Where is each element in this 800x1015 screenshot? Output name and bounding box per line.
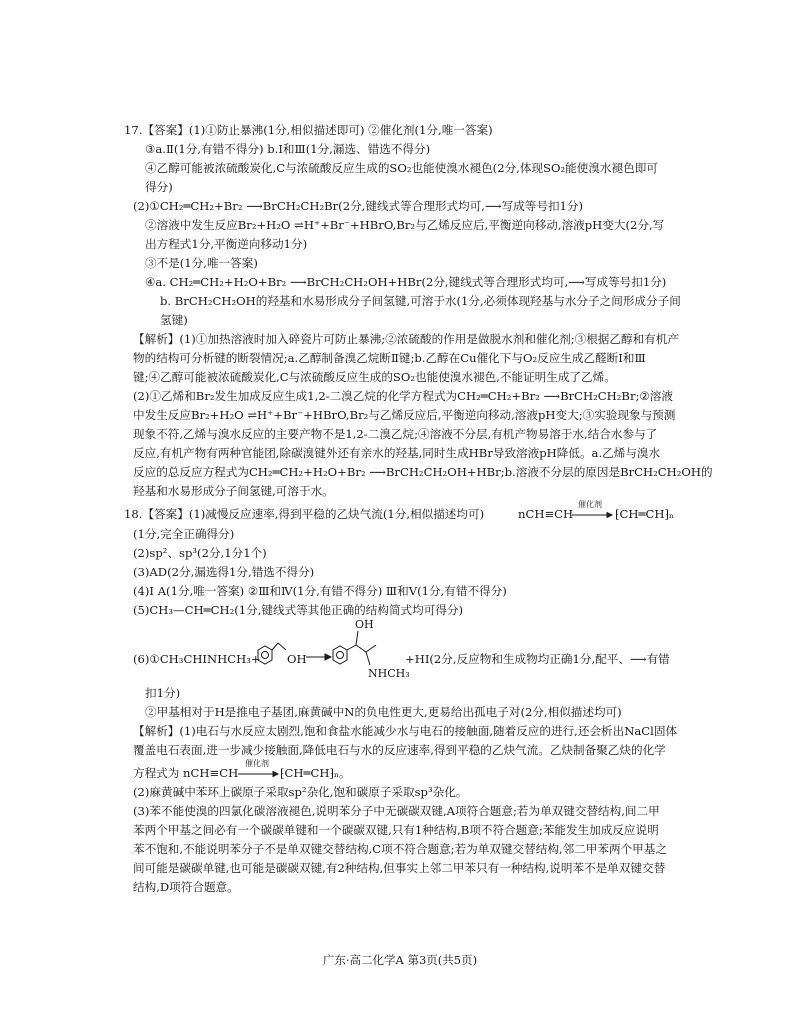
q17-line-8: ③不是(1分,唯一答案) — [145, 256, 258, 270]
q17-analysis-7: 反应,有机产物有两种官能团,除碳溴键外还有亲水的羟基,同时生成HBr导致溶液pH降低。a.乙烯与溴水 — [133, 446, 661, 460]
q18-l6-product-nhch3: NHCH₃ — [368, 667, 410, 680]
eq2-arrow-head — [273, 772, 278, 777]
q18-line-6: (5)CH₃—CH═CH₂(1分,键线式等其他正确的结构简式均可得分) — [133, 603, 464, 617]
q18-line-4: (3)AD(2分,漏选得1分,错选不得分) — [133, 565, 315, 579]
q18-line-3: (2)sp²、sp³(2分,1分1个) — [133, 546, 267, 560]
q17-line-5: (2)①CH₂═CH₂+Br₂ ⟶BrCH₂CH₂Br(2分,键线式等合理形式均可,⟶写成等号扣1分) — [133, 199, 584, 213]
q17-line-11: 氢键) — [160, 313, 188, 327]
q18-analysis-4: (3)苯不能使溴的四氯化碳溶液褪色,说明苯分子中无碳碳双键,A项符合题意;若为单双键交替结构,间二甲 — [133, 804, 660, 818]
q18-analysis-2: 覆盖电石表面,进一步减少接触面,降低电石与水的反应速率,得到平稳的乙炔气流。乙炔制备聚乙炔的化学 — [133, 743, 666, 757]
page-footer: 广东·高二化学A 第3页(共5页) — [322, 953, 478, 967]
q17-line-6: ②溶液中发生反应Br₂+H₂O ⇌H⁺+Br⁻+HBrO,Br₂与乙烯反应后,平衡逆向移动,溶液pH变大(2分,写 — [145, 218, 665, 232]
q17-analysis-5: 中发生反应Br₂+H₂O ⇌H⁺+Br⁻+HBrO,Br₂与乙烯反应后,平衡逆向移动,溶液pH变大;③实验现象与预测 — [133, 408, 676, 422]
q18-line-8: 扣1分) — [145, 686, 181, 700]
q18-line-5: (4)Ⅰ A(1分,唯一答案) ②Ⅲ和Ⅳ(1分,有错不得分) Ⅲ和Ⅴ(1分,有错不得分) — [133, 584, 507, 598]
q17-analysis-4: (2)①乙烯和Br₂发生加成反应生成1,2-二溴乙烷的化学方程式为CH₂═CH₂+Br₂ ⟶BrCH₂CH₂Br;②溶液 — [133, 389, 673, 403]
q18-eq2-catalyst: 催化剂 — [245, 759, 269, 768]
q18-head: 18.【答案】(1)减慢反应速率,得到平稳的乙炔气流(1分,相似描述均可) — [124, 507, 485, 521]
q18-eq1-product: ⁅CH═CH⁆ₙ — [615, 507, 675, 521]
q18-line-2: (1分,完全正确得分) — [133, 527, 235, 541]
q17-analysis-8: 反应的总反应方程式为CH₂═CH₂+H₂O+Br₂ ⟶BrCH₂CH₂OH+HBr;b.溶液不分层的原因是BrCH₂CH₂OH的 — [133, 465, 713, 479]
q17-analysis-9: 羟基和水易形成分子间氢键,可溶于水。 — [133, 484, 334, 498]
q18-analysis-6: 苯不饱和,不能说明苯分子不是单双键交替结构,C项不符合题意;若为单双键交替结构,邻二甲苯两个甲基之 — [133, 842, 667, 856]
q17-analysis-2: 物的结构可分析键的断裂情况;a.乙醇制备溴乙烷断Ⅱ键;b.乙醇在Cu催化下与O₂反应生成乙醛断Ⅰ和Ⅲ — [133, 351, 646, 365]
q17-line-10: b. BrCH₂CH₂OH的羟基和水易形成分子间氢键,可溶于水(1分,必须体现羟基与水分子之间形成分子间 — [160, 294, 681, 308]
q17-line-9: ④a. CH₂═CH₂+H₂O+Br₂ ⟶BrCH₂CH₂OH+HBr(2分,键线式等合理形式均可,⟶写成等号扣1分) — [145, 275, 667, 289]
q18-l6-products: +HI(2分,反应物和生成物均正确1分,配平、⟶有错 — [405, 652, 670, 666]
q18-l6-product-oh: OH — [355, 618, 374, 631]
q17-line-7: 出方程式1分,平衡逆向移动1分) — [145, 237, 308, 251]
eq1-arrow-head — [607, 513, 612, 518]
q17-analysis-1: 【解析】(1)①加热溶液时加入碎瓷片可防止暴沸;②浓硫酸的作用是做脱水剂和催化剂;③根据乙醇和有机产 — [133, 332, 679, 346]
q18-l6-reactant: (6)①CH₃CHINHCH₃+ — [133, 652, 261, 666]
q18-analysis-1: 【解析】(1)电石与水反应太剧烈,饱和食盐水能减少水与电石的接触面,随着反应的进行,还会析出NaCl固体 — [133, 724, 678, 738]
q18-eq1-catalyst: 催化剂 — [578, 500, 602, 509]
q18-analysis-7: 间可能是碳碳单键,也可能是碳碳双键,有2种结构,但事实上邻二甲苯只有一种结构,说明苯不是单双键交替 — [133, 861, 666, 875]
q18-analysis-3: (2)麻黄碱中苯环上碳原子采取sp²杂化,饱和碳原子采取sp³杂化。 — [133, 785, 468, 799]
q18-l6-oh: OH — [287, 652, 307, 666]
q18-analysis-8: 结构,D项符合题意。 — [133, 880, 239, 894]
q17-line-4: 得分) — [145, 180, 173, 194]
q18-analysis-5: 苯两个甲基之间必有一个碳碳单键和一个碳碳双键,只有1种结构,B项不符合题意;苯能发生加成反应说明 — [133, 823, 659, 837]
q17-line-3: ④乙醇可能被浓硫酸炭化,C与浓硫酸反应生成的SO₂也能使溴水褪色(2分,体现SO₂能使溴水褪色即可 — [145, 161, 658, 175]
q17-analysis-3: 键;④乙醇可能被浓硫酸炭化,C与浓硫酸反应生成的SO₂也能使溴水褪色,不能证明生成了乙烯。 — [133, 370, 616, 384]
q17-line-2: ③a.Ⅱ(1分,有错不得分) b.Ⅰ和Ⅲ(1分,漏选、错选不得分) — [145, 142, 431, 156]
q18-eq2-prefix: 方程式为 nCH≡CH — [133, 766, 239, 780]
q17-line-1: 17.【答案】(1)①防止暴沸(1分,相似描述即可) ②催化剂(1分,唯一答案) — [124, 123, 493, 137]
q17-analysis-6: 现象不符,乙烯与溴水反应的主要产物不是1,2-二溴乙烷;④溶液不分层,有机产物易溶于水,结合水参与了 — [133, 427, 658, 441]
q18-line-9: ②甲基相对于H是推电子基团,麻黄碱中N的负电性更大,更易给出孤电子对(2分,相似描述均可) — [145, 705, 622, 719]
q18-eq1-reactant: nCH≡CH — [518, 507, 574, 521]
q18-eq2-product: ⁅CH═CH⁆ₙ。 — [280, 766, 351, 780]
